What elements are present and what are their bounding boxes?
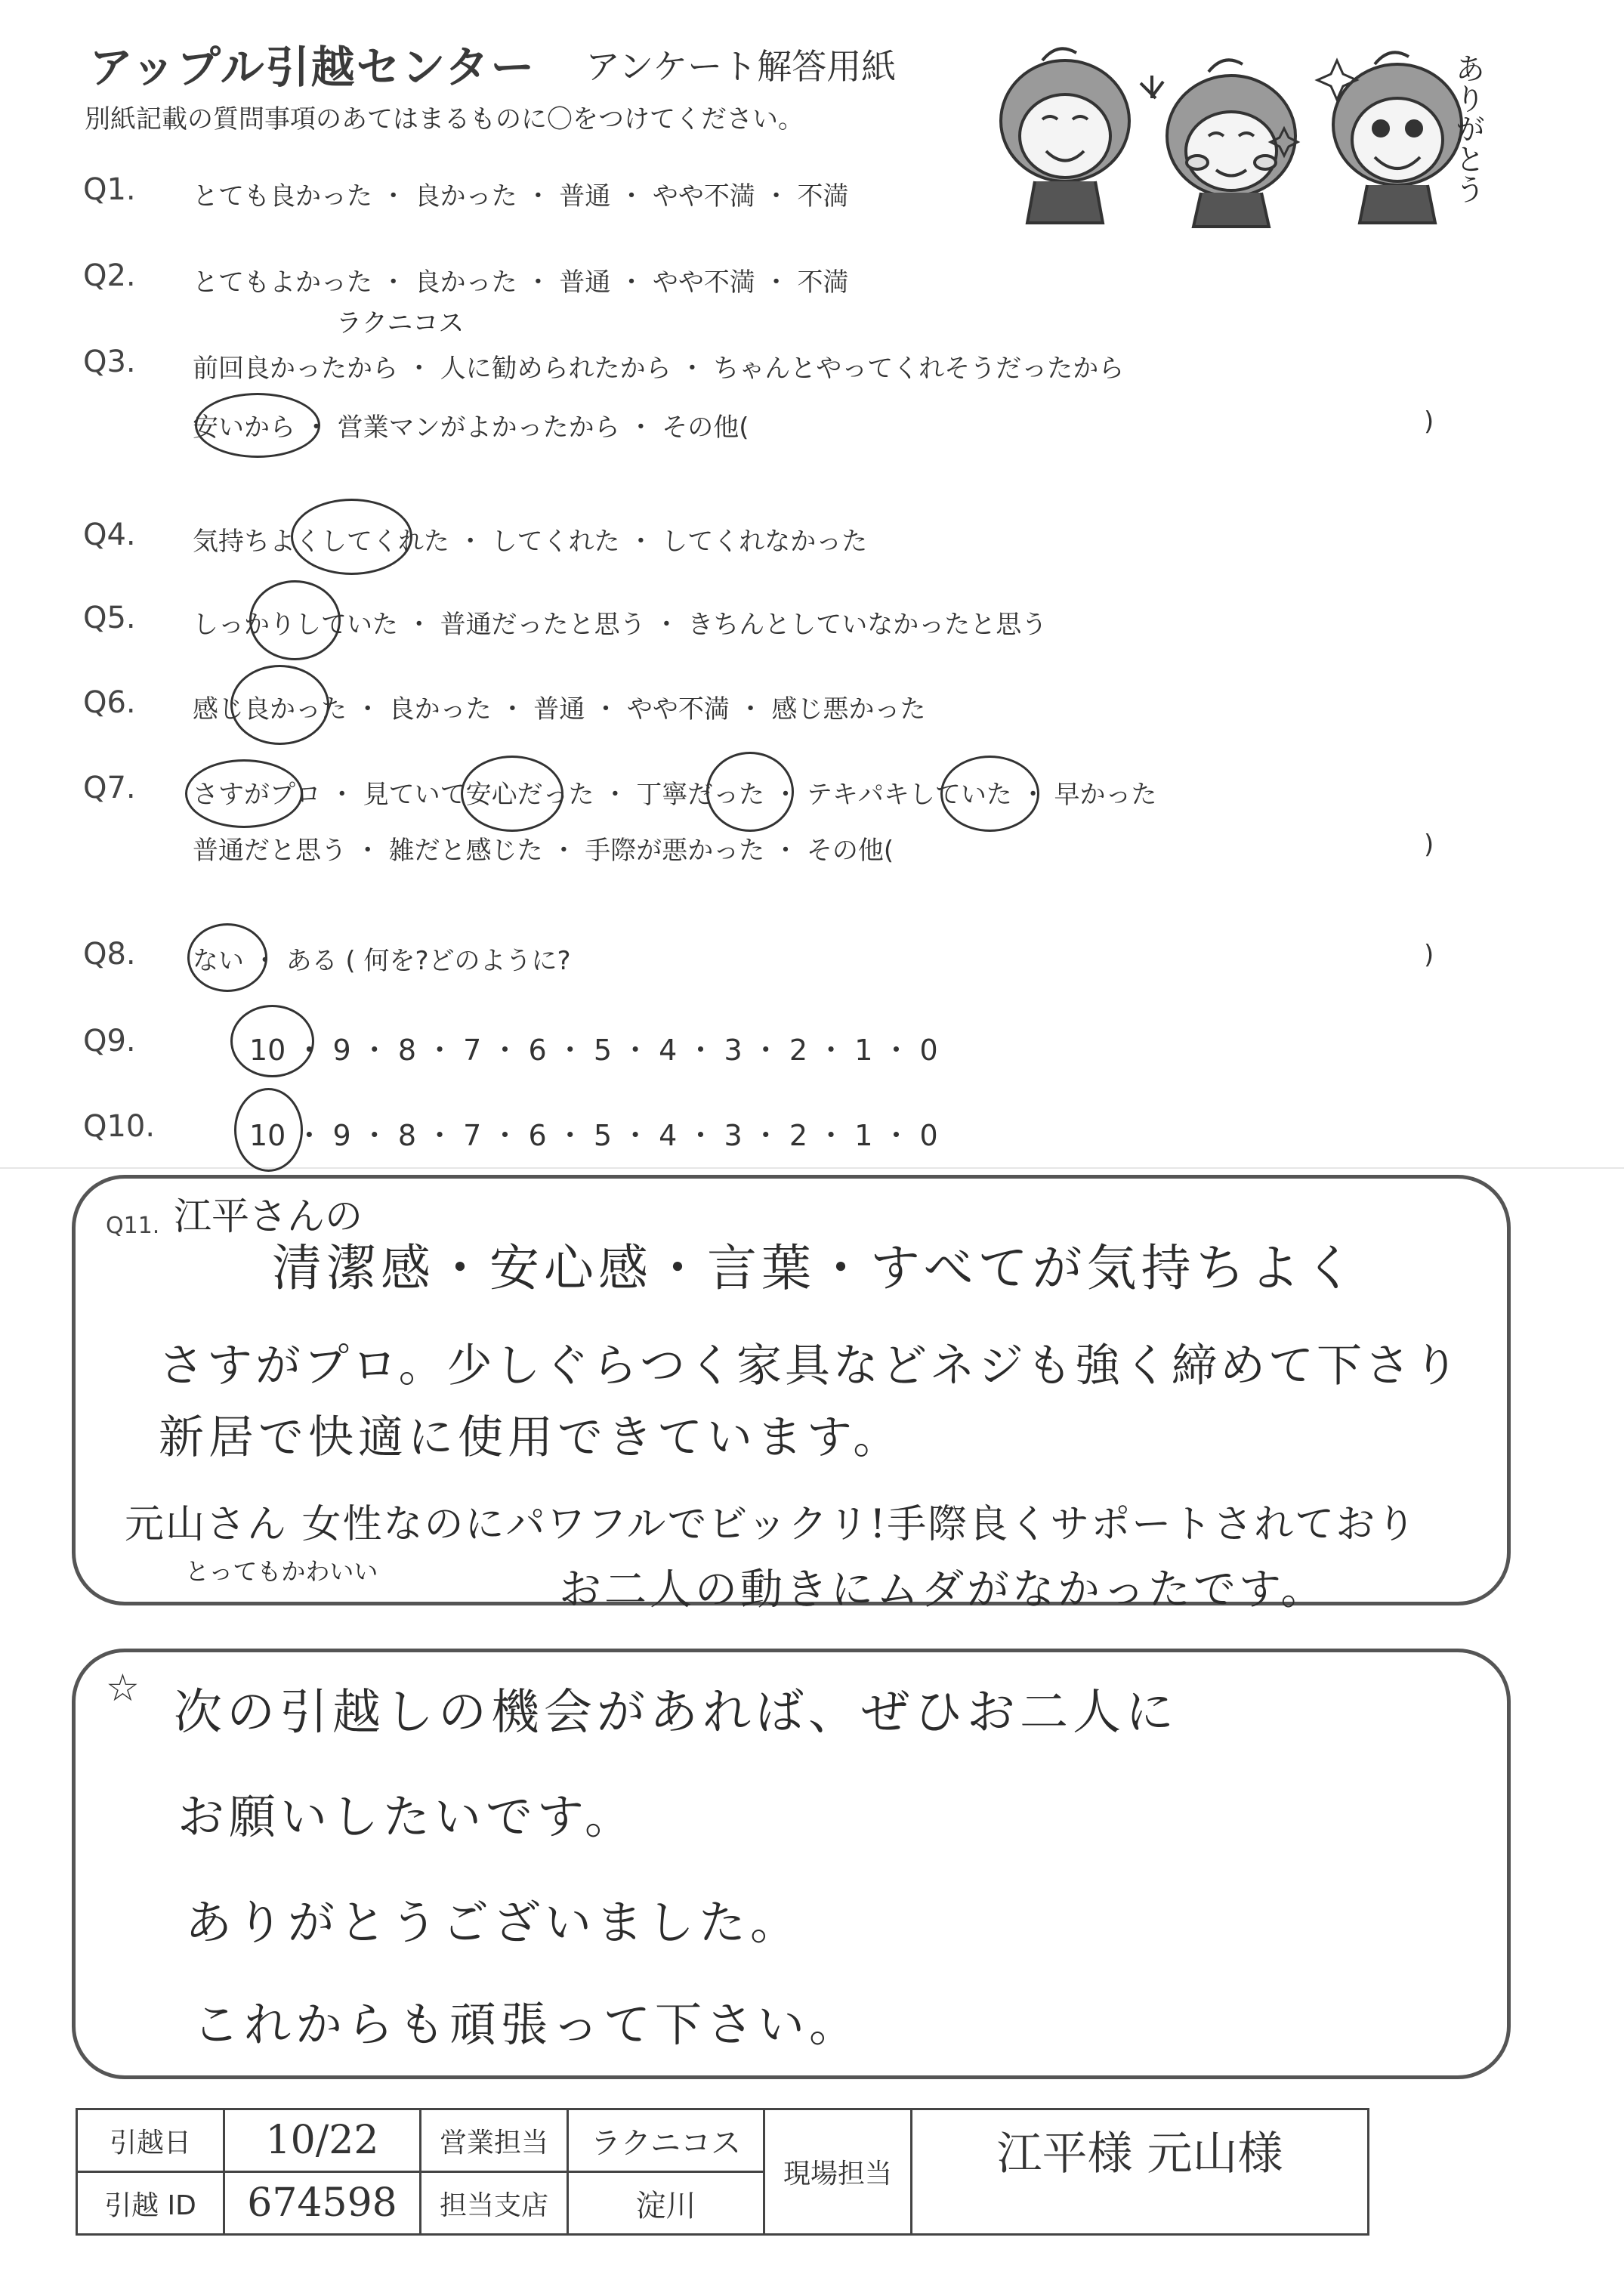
q7-number: Q7. (83, 771, 136, 805)
q7-answer-circle-2 (461, 756, 563, 832)
mascot-thanks-text: ありがとう (1450, 53, 1485, 204)
star-comment-line2: お願いしたいです。 (178, 1789, 637, 1844)
q6-number: Q6. (83, 685, 136, 720)
q3-options-line1: 前回良かったから ・ 人に勧められたから ・ ちゃんとやってくれそうだったから (193, 354, 1125, 384)
q7-close-paren: ) (1424, 830, 1434, 860)
q11-line0: 江平さんの (174, 1194, 363, 1238)
q2-options: とてもよかった ・ 良かった ・ 普通 ・ やや不満 ・ 不満 (193, 267, 849, 298)
move-id-label: 引越 ID (77, 2172, 224, 2235)
q7-options-line1: さすがプロ ・ 見ていて安心だった ・ 丁寧だった ・ テキパキしていた ・ 早かった (193, 780, 1157, 810)
move-date-value: 10/22 (224, 2109, 421, 2172)
q5-answer-circle (249, 580, 341, 660)
q3-close-paren: ) (1424, 406, 1434, 437)
company-title: アップル引越センター (89, 42, 536, 93)
q6-answer-circle (230, 665, 329, 745)
q3-answer-circle (195, 393, 320, 458)
footer-info-table (76, 2108, 1369, 2236)
q10-answer-circle (234, 1088, 303, 1172)
q10-number: Q10. (83, 1109, 156, 1144)
q1-number: Q1. (83, 172, 136, 207)
q3-options-line2: 安いから ・ 営業マンがよかったから ・ その他( (193, 413, 749, 443)
q6-options: 感じ良かった ・ 良かった ・ 普通 ・ やや不満 ・ 感じ悪かった (193, 694, 926, 725)
fold-line (0, 1167, 1624, 1169)
sales-label: 営業担当 (421, 2109, 568, 2172)
mascot-right (1270, 52, 1462, 223)
q11-line4: 元山さん 女性なのにパワフルでビックリ!手際良くサポートされており (125, 1502, 1418, 1547)
q1-options: とても良かった ・ 良かった ・ 普通 ・ やや不満 ・ 不満 (193, 181, 849, 212)
q7-answer-circle-3 (706, 752, 794, 832)
q11-line2: さすがプロ。少しぐらつく家具などネジも強く締めて下さり (159, 1340, 1462, 1392)
q11-label: Q11. (106, 1213, 160, 1239)
star-icon: ☆ (106, 1666, 140, 1710)
q4-options: 気持ちよくしてくれた ・ してくれた ・ してくれなかった (193, 527, 868, 557)
move-date-label: 引越日 (77, 2109, 224, 2172)
q5-number: Q5. (83, 601, 136, 635)
q9-number: Q9. (83, 1024, 136, 1058)
mascot-illustration (982, 30, 1511, 234)
q9-scale: 10 ・ 9 ・ 8 ・ 7 ・ 6 ・ 5 ・ 4 ・ 3 ・ 2 ・ 1 ・ 0 (249, 1034, 938, 1067)
q8-options: ない ・ ある ( 何を?どのように? (193, 946, 571, 976)
q11-line1: 清潔感・安心感・言葉・すべてが気持ちよく (272, 1239, 1359, 1297)
star-comment-line3: ありがとうございました。 (185, 1895, 802, 1950)
site-staff-label: 現場担当 (764, 2109, 912, 2235)
star-comment-line4: これからも頑張って下さい。 (193, 1997, 861, 2052)
q9-answer-circle (230, 1005, 314, 1077)
q2-number: Q2. (83, 258, 136, 293)
form-subtitle: アンケート解答用紙 (585, 46, 897, 87)
mascot-left (1001, 48, 1129, 223)
q10-scale: 10 ・ 9 ・ 8 ・ 7 ・ 6 ・ 5 ・ 4 ・ 3 ・ 2 ・ 1 ・ 0 (249, 1119, 938, 1152)
instruction-text: 別紙記載の質問事項のあてはまるものに〇をつけてください。 (85, 104, 804, 134)
q4-answer-circle (291, 499, 412, 575)
branch-label: 担当支店 (421, 2172, 568, 2235)
q8-answer-circle (187, 923, 267, 992)
q8-close-paren: ) (1424, 940, 1434, 970)
site-staff-value: 江平様 元山様 (912, 2109, 1369, 2235)
q11-line3: 新居で快適に使用できています。 (159, 1411, 903, 1464)
star-comment-line1: 次の引越しの機会があれば、ぜひお二人に (174, 1685, 1178, 1741)
branch-value: 淀川 (568, 2172, 764, 2235)
q11-line5: お二人の動きにムダがなかったです。 (559, 1565, 1326, 1615)
sales-value: ラクニコス (568, 2109, 764, 2172)
q3-number: Q3. (83, 345, 136, 379)
q11-line4-note: とってもかわいい (185, 1557, 378, 1586)
move-id-value: 674598 (224, 2172, 421, 2235)
q3-handwritten-note: ラクニコス (336, 308, 465, 338)
q8-number: Q8. (83, 937, 136, 972)
q7-answer-circle-1 (185, 759, 303, 828)
q4-number: Q4. (83, 518, 136, 552)
q7-options-line2: 普通だと思う ・ 雑だと感じた ・ 手際が悪かった ・ その他( (193, 836, 894, 866)
q5-options: しっかりしていた ・ 普通だったと思う ・ きちんとしていなかったと思う (193, 610, 1048, 640)
q7-answer-circle-4 (940, 756, 1039, 832)
